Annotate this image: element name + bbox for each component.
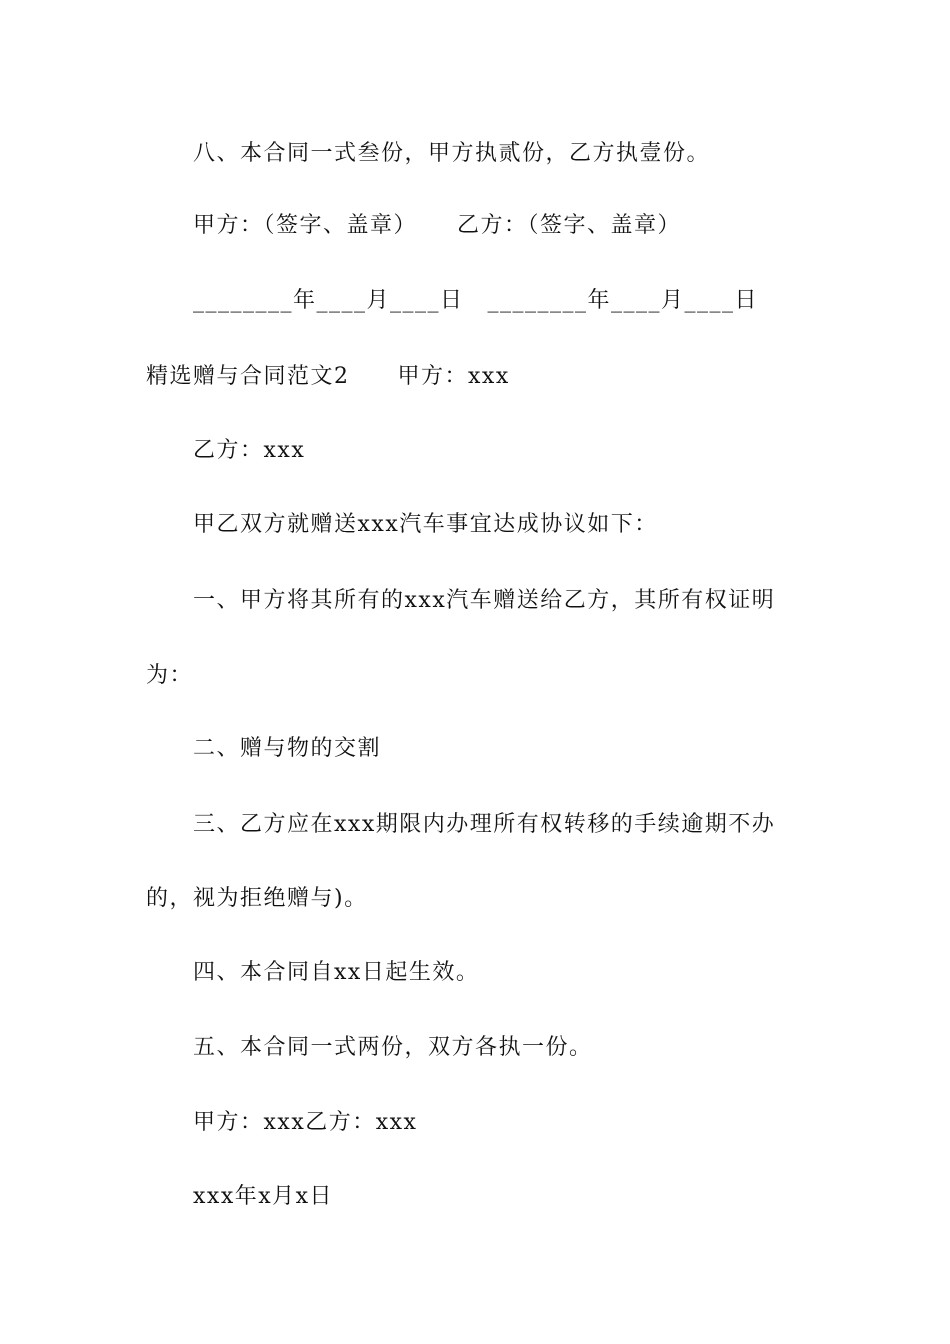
clause-2-text: 二、赠与物的交割 [193,736,382,761]
date-line [193,286,758,316]
party-b-name: 乙方：xxx [193,438,306,463]
clause-1-continuation: 为： [146,663,194,688]
party-a-date-blank: ________年____月____日 [193,288,464,313]
party-b-date-blank: ________年____月____日 [487,288,759,313]
final-parties-text: 甲方：xxx乙方：xxx [193,1110,418,1135]
party-a-signature-label: 甲方：（签字、盖章） [193,213,418,238]
preamble-text: 甲乙双方就赠送xxx汽车事宜达成协议如下： [193,512,658,537]
section-heading: 精选赠与合同范文2 [146,364,350,389]
clause-8-text: 八、本合同一式叁份，甲方执贰份，乙方执壹份。 [193,141,711,166]
clause-5-text: 五、本合同一式两份，双方各执一份。 [193,1035,593,1060]
clause-3-continuation: 的，视为拒绝赠与)。 [146,886,368,911]
party-b-signature-label: 乙方：（签字、盖章） [457,213,682,238]
party-a-name: 甲方：xxx [397,364,510,389]
clause-1-text: 一、甲方将其所有的xxx汽车赠送给乙方，其所有权证明 [193,588,776,613]
final-date-text: xxx年x月x日 [193,1184,334,1209]
signature-line [193,211,681,241]
section-heading-line [146,362,510,392]
clause-4-text: 四、本合同自xx日起生效。 [193,960,480,985]
clause-3-text: 三、乙方应在xxx期限内办理所有权转移的手续逾期不办 [193,812,776,837]
